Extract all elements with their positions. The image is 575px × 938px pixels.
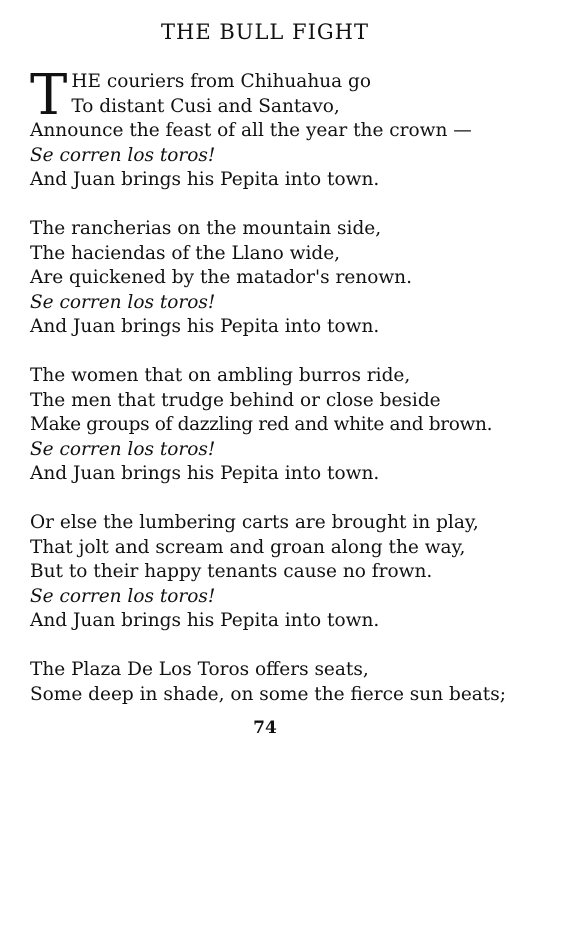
poem-line: The Plaza De Los Toros offers seats, (30, 659, 369, 680)
poem-line: Some deep in shade, on some the fierce sun beats; (30, 683, 506, 705)
stanza-2 (30, 217, 550, 340)
stanza-5 (30, 658, 550, 707)
stanza-4 (30, 511, 550, 634)
refrain-english: And Juan brings his Pepita into town. (30, 610, 380, 631)
refrain-english: And Juan brings his Pepita into town. (30, 169, 380, 190)
poem-line: HE couriers from Chihuahua go (71, 71, 372, 92)
stanza-3 (30, 364, 550, 487)
poem-line: Or else the lumbering carts are brought in play, (30, 512, 479, 533)
refrain-english: And Juan brings his Pepita into town. (30, 316, 380, 337)
refrain-spanish: Se corren los toros! (30, 585, 216, 607)
poem-body (30, 63, 550, 732)
refrain-english: And Juan brings his Pepita into town. (30, 463, 380, 484)
poem-line: Are quickened by the matador's renown. (30, 267, 412, 288)
poem-line: The rancherias on the mountain side, (30, 218, 382, 239)
poem-line: The women that on ambling burros ride, (30, 365, 411, 386)
page-title: THE BULL FIGHT (161, 20, 369, 44)
refrain-spanish: Se corren los toros! (30, 438, 216, 460)
refrain-spanish: Se corren los toros! (30, 291, 216, 313)
poem-line: But to their happy tenants cause no frown. (30, 561, 433, 582)
refrain-spanish: Se corren los toros! (30, 144, 216, 166)
page-number: 74 (253, 718, 277, 738)
poem-line: Make groups of dazzling red and white and brown. (30, 414, 493, 435)
poem-line: To distant Cusi and Santavo, (71, 95, 340, 117)
poem-line: The men that trudge behind or close beside (30, 389, 441, 411)
poem-line: The haciendas of the Llano wide, (30, 242, 341, 264)
poem-line: That jolt and scream and groan along the way, (30, 536, 466, 558)
drop-cap: T (30, 63, 68, 128)
stanza-1 (30, 63, 550, 193)
poem-line: Announce the feast of all the year the crown — (30, 120, 472, 141)
